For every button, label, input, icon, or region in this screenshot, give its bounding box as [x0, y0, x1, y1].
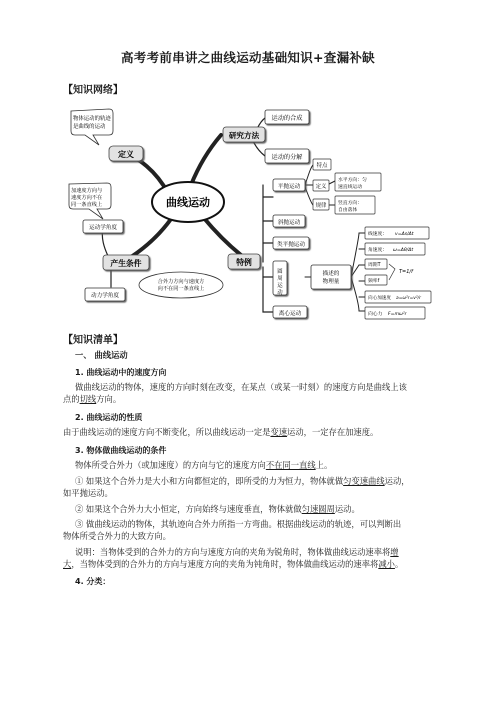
- para-trajectory-2: 物体所受合外力的大致方向。: [63, 531, 171, 542]
- center-label: 曲线运动: [166, 196, 210, 209]
- para-condition: 物体所受合外力（或加速度）的方向与它的速度方向不在同一直线上。: [75, 460, 333, 471]
- def-short-label: 定义: [315, 184, 327, 190]
- para-note-2: 大，当物体受到的合外力的方向与速度方向的夹角为钝角时，物体做曲线运动的速率将减小。: [63, 558, 404, 569]
- quasi-label: 类平抛运动: [277, 242, 305, 248]
- para-uniform-circular: ② 如果这个合外力大小恒定，方向始终与速度垂直，物体就做匀速圆周运动。: [75, 503, 360, 514]
- force-formula: F=mω²r: [388, 312, 407, 317]
- dynamics-note-2: 向不在同一条直线上: [157, 286, 205, 292]
- quantities-node: [311, 265, 351, 289]
- feature-label: 特点: [316, 163, 328, 169]
- heading-condition: 3. 物体做曲线运动的条件: [75, 445, 167, 455]
- circular-label-1: 圆: [277, 269, 283, 275]
- para-velocity-1: 做曲线运动的物体，速度的方向时刻在改变，在某点（或某一时刻）的速度方向是曲线上该: [75, 382, 407, 393]
- definition-note-1: 物体运动的轨迹: [73, 116, 111, 122]
- research-label: 研究方法: [228, 131, 260, 140]
- svg-text:运: 运: [277, 283, 283, 289]
- quantities-2: 物理量: [322, 279, 340, 285]
- accel-formula: a=ω²r=v²/r: [396, 296, 421, 301]
- para-nature: 由于曲线运动的速度方向不断变化，所以曲线运动一定是变速运动，一定存在加速度。: [63, 427, 379, 438]
- svg-text:动: 动: [277, 290, 283, 296]
- vertical-2: 自由落体: [338, 208, 358, 213]
- projectile-label: 平抛运动: [277, 184, 301, 190]
- horizontal-2: 速直线运动: [338, 185, 362, 190]
- circular-label: 圆周运动: [303, 265, 307, 266]
- section-list-heading: 【知识清单】: [63, 335, 123, 346]
- condition-note-2: 速度方向不在: [71, 195, 103, 201]
- composition-label: 运动的合成: [271, 115, 303, 122]
- para-velocity-2: 点的切线方向。: [63, 393, 122, 404]
- linear-formula: v=Δs/Δt: [395, 232, 414, 237]
- quantities-1: 描述的: [322, 271, 340, 277]
- page-title: 高考考前串讲之曲线运动基础知识+查漏补缺: [121, 50, 375, 65]
- para-constant-force-example: 如平抛运动。: [63, 487, 113, 498]
- dynamics-callout: [139, 272, 223, 298]
- angular-label: 角速度：: [368, 248, 388, 253]
- para-trajectory-1: ③ 做曲线运动的物体，其轨迹向合外力所指一方弯曲。根据曲线运动的轨迹，可以判断出: [75, 519, 402, 530]
- definition-label: 定义: [118, 150, 134, 159]
- heading-classification: 4. 分类：: [75, 577, 111, 587]
- oblique-label: 斜抛运动: [277, 220, 301, 226]
- condition-note-3: 同一条直线上: [71, 202, 103, 208]
- heading-curvilinear-motion: 一、 曲线运动: [75, 350, 128, 360]
- force-label: 向心力: [368, 312, 383, 317]
- knowledge-list: [63, 350, 433, 588]
- decomposition-label: 运动的分解: [271, 154, 303, 161]
- para-constant-force: ① 如果这个合外力是大小和方向都恒定的，即所受的力为恒力，物体就做匀变速曲线运动，: [75, 475, 410, 486]
- para-note-1: 说明：当物体受到的合外力的方向与速度方向的夹角为锐角时，物体做曲线运动速率将增: [75, 546, 399, 557]
- section-network-heading: 【知识网络】: [63, 85, 123, 96]
- law-label: 规律: [315, 203, 327, 209]
- period-formula: T=1/f: [399, 269, 413, 275]
- definition-note-2: 是曲线的运动: [73, 124, 106, 130]
- horizontal-1: 水平方向：匀: [338, 178, 367, 183]
- accel-label: 向心加速度: [368, 296, 391, 301]
- linear-label: 线速度：: [368, 232, 388, 237]
- special-label: 特例: [236, 258, 252, 267]
- heading-nature: 2. 曲线运动的性质: [75, 412, 143, 422]
- angular-formula: ω=Δθ/Δt: [393, 248, 414, 253]
- kinematics-label: 运动学角度: [89, 225, 117, 231]
- vertical-1: 竖直方向：: [338, 201, 362, 206]
- period-label: 周期T: [368, 263, 381, 268]
- centrifugal-label: 离心运动: [278, 311, 302, 317]
- condition-label: 产生条件: [110, 259, 142, 268]
- svg-text:周: 周: [277, 276, 283, 282]
- dynamics-label: 动力学角度: [91, 293, 119, 299]
- heading-velocity-direction: 1. 曲线运动中的速度方向: [75, 367, 167, 377]
- frequency-label: 频率f: [368, 279, 380, 284]
- mind-map: [63, 97, 435, 322]
- dynamics-note-1: 合外力方向与速度方: [157, 279, 205, 285]
- condition-note-1: 加速度方向与: [71, 188, 103, 194]
